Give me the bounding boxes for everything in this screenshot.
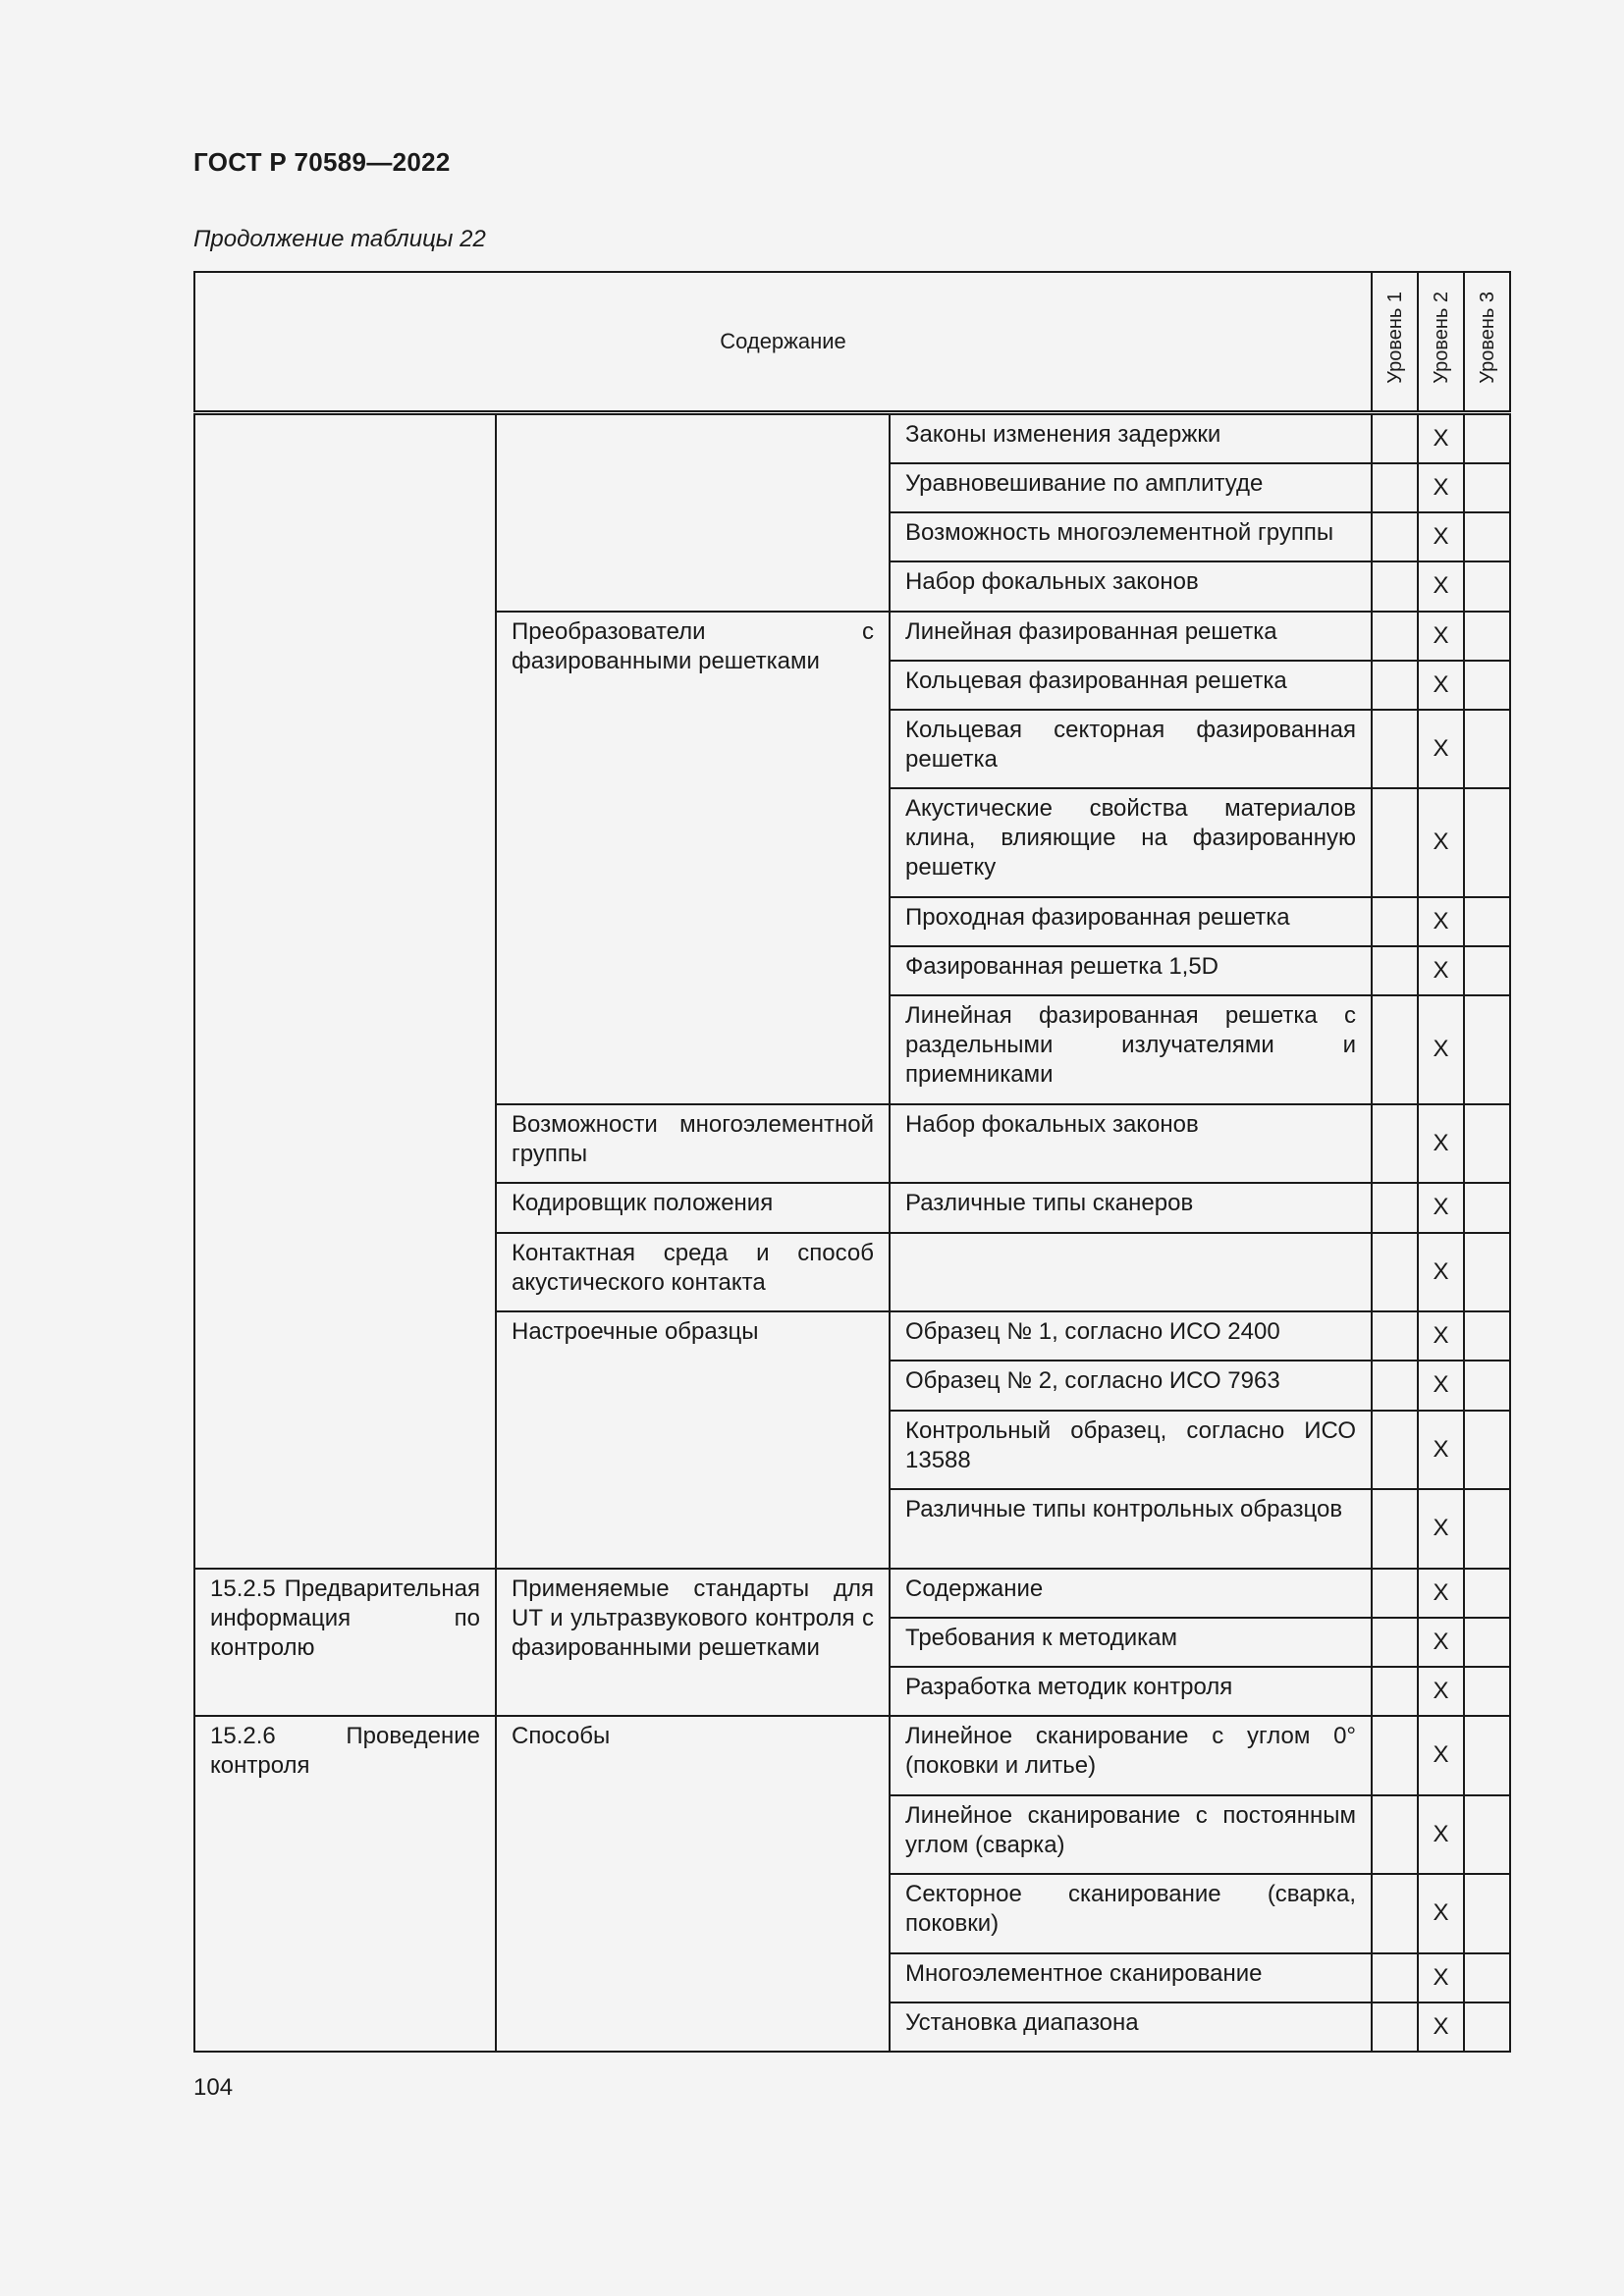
level-2-mark: X: [1418, 1618, 1464, 1667]
subitem-cell: Многоэлементное сканирование: [890, 1953, 1372, 2002]
category-cell: Возможности многоэлементной группы: [496, 1104, 890, 1183]
level-3-cell: [1464, 710, 1510, 788]
subitem-cell: Различные типы контрольных образцов: [890, 1489, 1372, 1569]
level-3-cell: [1464, 946, 1510, 995]
level-1-cell: [1372, 2002, 1418, 2052]
header-level-1-label: Уровень 1: [1383, 292, 1406, 384]
level-1-cell: [1372, 1311, 1418, 1361]
subitem-cell: Образец № 2, согласно ИСО 7963: [890, 1361, 1372, 1411]
section-cell: 15.2.5 Предварительная информация по контролю: [194, 1569, 496, 1716]
level-1-cell: [1372, 710, 1418, 788]
level-3-cell: [1464, 1361, 1510, 1411]
level-2-mark: X: [1418, 897, 1464, 946]
category-cell: Кодировщик положения: [496, 1183, 890, 1233]
level-1-cell: [1372, 1953, 1418, 2002]
level-2-mark: X: [1418, 1716, 1464, 1795]
level-2-mark: X: [1418, 612, 1464, 661]
subitem-cell: Контрольный образец, согласно ИСО 13588: [890, 1411, 1372, 1489]
level-1-cell: [1372, 1361, 1418, 1411]
level-1-cell: [1372, 1489, 1418, 1569]
subitem-cell: Проходная фазированная решетка: [890, 897, 1372, 946]
category-cell: Применяемые стандарты для UT и ультразвукового контроля с фазированными решетками: [496, 1569, 890, 1716]
level-2-mark: X: [1418, 1104, 1464, 1183]
subitem-cell: Разработка методик контроля: [890, 1667, 1372, 1716]
level-2-mark: X: [1418, 561, 1464, 612]
level-3-cell: [1464, 1795, 1510, 1874]
header-level-2-label: Уровень 2: [1430, 292, 1452, 384]
level-2-mark: X: [1418, 463, 1464, 512]
level-3-cell: [1464, 2002, 1510, 2052]
level-2-mark: X: [1418, 710, 1464, 788]
level-3-cell: [1464, 897, 1510, 946]
subitem-cell: Линейная фазированная решетка с раздельными излучателями и приемниками: [890, 995, 1372, 1104]
level-3-cell: [1464, 1311, 1510, 1361]
level-2-mark: X: [1418, 1183, 1464, 1233]
level-1-cell: [1372, 946, 1418, 995]
level-2-mark: X: [1418, 1489, 1464, 1569]
subitem-cell: Уравновешивание по амплитуде: [890, 463, 1372, 512]
subitem-cell: Линейная фазированная решетка: [890, 612, 1372, 661]
header-content: Содержание: [194, 272, 1372, 413]
level-2-mark: X: [1418, 2002, 1464, 2052]
level-2-mark: X: [1418, 995, 1464, 1104]
level-1-cell: [1372, 1716, 1418, 1795]
level-1-cell: [1372, 1618, 1418, 1667]
subitem-cell: Набор фокальных законов: [890, 1104, 1372, 1183]
level-3-cell: [1464, 1874, 1510, 1953]
level-2-mark: X: [1418, 1361, 1464, 1411]
subitem-cell: Кольцевая фазированная решетка: [890, 661, 1372, 710]
category-cell-empty: [496, 413, 890, 612]
table-header-row: [194, 272, 1510, 413]
subitem-cell: Образец № 1, согласно ИСО 2400: [890, 1311, 1372, 1361]
subitem-cell: Акустические свойства материалов клина, влияющие на фазированную решетку: [890, 788, 1372, 897]
level-1-cell: [1372, 995, 1418, 1104]
level-1-cell: [1372, 788, 1418, 897]
level-3-cell: [1464, 995, 1510, 1104]
level-3-cell: [1464, 1618, 1510, 1667]
level-1-cell: [1372, 661, 1418, 710]
level-3-cell: [1464, 512, 1510, 561]
document-header: ГОСТ Р 70589—2022: [193, 147, 451, 177]
subitem-cell: Требования к методикам: [890, 1618, 1372, 1667]
subitem-cell: Содержание: [890, 1569, 1372, 1618]
level-2-mark: X: [1418, 661, 1464, 710]
level-3-cell: [1464, 561, 1510, 612]
category-cell: Настроечные образцы: [496, 1311, 890, 1569]
level-1-cell: [1372, 1411, 1418, 1489]
level-2-mark: X: [1418, 1311, 1464, 1361]
subitem-cell: Возможность многоэлементной группы: [890, 512, 1372, 561]
header-level-3-label: Уровень 3: [1476, 292, 1498, 384]
section-cell-empty: [194, 413, 496, 1569]
requirements-table: [193, 271, 1511, 2053]
level-3-cell: [1464, 463, 1510, 512]
subitem-cell: Различные типы сканеров: [890, 1183, 1372, 1233]
level-1-cell: [1372, 561, 1418, 612]
table-row: [194, 1716, 1510, 1795]
level-3-cell: [1464, 1104, 1510, 1183]
level-3-cell: [1464, 1411, 1510, 1489]
level-3-cell: [1464, 1233, 1510, 1311]
level-3-cell: [1464, 661, 1510, 710]
level-2-mark: X: [1418, 1953, 1464, 2002]
level-1-cell: [1372, 1233, 1418, 1311]
subitem-cell: Законы изменения задержки: [890, 413, 1372, 463]
level-3-cell: [1464, 1183, 1510, 1233]
subitem-cell: Фазированная решетка 1,5D: [890, 946, 1372, 995]
level-3-cell: [1464, 612, 1510, 661]
level-1-cell: [1372, 897, 1418, 946]
header-level-3: [1464, 272, 1510, 413]
level-2-mark: X: [1418, 788, 1464, 897]
level-3-cell: [1464, 1569, 1510, 1618]
level-2-mark: X: [1418, 413, 1464, 463]
table-row: [194, 1569, 1510, 1618]
header-level-1: [1372, 272, 1418, 413]
subitem-cell: Установка диапазона: [890, 2002, 1372, 2052]
level-3-cell: [1464, 788, 1510, 897]
table-row: [194, 413, 1510, 463]
level-2-mark: X: [1418, 1874, 1464, 1953]
subitem-cell: Секторное сканирование (сварка, поковки): [890, 1874, 1372, 1953]
subitem-cell: Набор фокальных законов: [890, 561, 1372, 612]
subitem-cell: [890, 1233, 1372, 1311]
table-caption: Продолжение таблицы 22: [193, 226, 486, 252]
level-2-mark: X: [1418, 1411, 1464, 1489]
level-3-cell: [1464, 1953, 1510, 2002]
subitem-cell: Линейное сканирование с углом 0° (поковки и литье): [890, 1716, 1372, 1795]
category-cell: Преобразователи с фазированными решетками: [496, 612, 890, 1104]
category-cell: Контактная среда и способ акустического контакта: [496, 1233, 890, 1311]
level-1-cell: [1372, 512, 1418, 561]
category-cell: Способы: [496, 1716, 890, 2052]
level-3-cell: [1464, 1489, 1510, 1569]
page-number: 104: [193, 2074, 234, 2101]
level-1-cell: [1372, 1667, 1418, 1716]
level-2-mark: X: [1418, 946, 1464, 995]
level-1-cell: [1372, 1569, 1418, 1618]
level-2-mark: X: [1418, 512, 1464, 561]
level-1-cell: [1372, 413, 1418, 463]
level-1-cell: [1372, 1183, 1418, 1233]
level-1-cell: [1372, 1104, 1418, 1183]
level-2-mark: X: [1418, 1795, 1464, 1874]
level-1-cell: [1372, 612, 1418, 661]
level-2-mark: X: [1418, 1233, 1464, 1311]
header-level-2: [1418, 272, 1464, 413]
subitem-cell: Кольцевая секторная фазированная решетка: [890, 710, 1372, 788]
level-3-cell: [1464, 1667, 1510, 1716]
level-1-cell: [1372, 1874, 1418, 1953]
level-3-cell: [1464, 1716, 1510, 1795]
level-3-cell: [1464, 413, 1510, 463]
section-cell: 15.2.6 Проведение контроля: [194, 1716, 496, 2052]
level-1-cell: [1372, 1795, 1418, 1874]
level-2-mark: X: [1418, 1569, 1464, 1618]
subitem-cell: Линейное сканирование с постоянным углом (сварка): [890, 1795, 1372, 1874]
level-1-cell: [1372, 463, 1418, 512]
level-2-mark: X: [1418, 1667, 1464, 1716]
